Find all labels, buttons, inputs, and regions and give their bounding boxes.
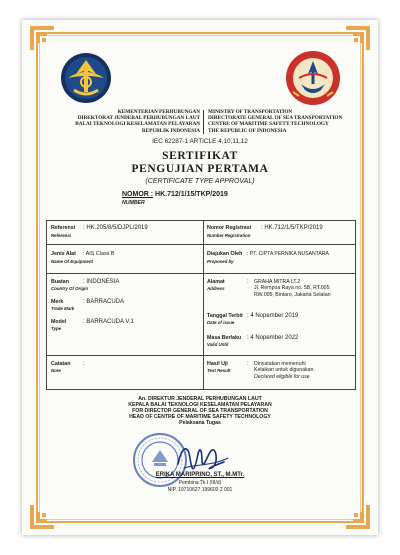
tanggal-terbit-label: Tanggal Terbit bbox=[207, 313, 243, 319]
diajukan-oleh-value: : PT. CIPTA PERNIKA NUSANTARA bbox=[247, 251, 329, 257]
signatory-title bbox=[22, 396, 378, 426]
model-value: : BARRACUDA V.1 bbox=[83, 319, 134, 325]
hasil-uji-colon: : bbox=[247, 361, 249, 367]
number-label: NOMOR : bbox=[122, 191, 154, 198]
table-column-divider bbox=[203, 221, 204, 389]
buatan-value: : INDONESIA bbox=[83, 279, 120, 285]
diajukan-oleh-label-en: Proposed by bbox=[207, 259, 234, 264]
diajukan-oleh-label: Diajukan Oleh bbox=[207, 251, 243, 257]
nomor-registrasi-label-en: Number Registration bbox=[207, 233, 251, 238]
number-value: HK.712/1/15/TKP/2019 bbox=[153, 191, 228, 198]
nomor-registrasi-label: Nomor Registrasi bbox=[207, 225, 252, 231]
model-label: Model bbox=[51, 319, 67, 325]
signatory-rank: Pembina Tk.I (III/d) bbox=[178, 480, 222, 486]
signatory-name bbox=[22, 472, 378, 478]
merk-value: : BARRACUDA bbox=[83, 299, 125, 305]
catatan-label: Catatan bbox=[51, 361, 71, 367]
header-line: DIRECTORATE GENERAL OF SEA TRANSPORTATION bbox=[208, 115, 343, 122]
standard-reference: IEC 62287-1 ARTICLE 4,10,11,12 bbox=[152, 138, 248, 145]
certificate-title-sub: PENGUJIAN PERTAMA bbox=[131, 163, 269, 175]
hasil-uji-line: Kelaikan untuk digunakan. bbox=[254, 367, 315, 374]
signatory-line: Pelaksana Tugas bbox=[179, 420, 221, 426]
masa-berlaku-value: : 4 Nopember 2022 bbox=[247, 335, 299, 341]
model-label-en: Type bbox=[51, 326, 62, 331]
hasil-uji-label: Hasil Uji bbox=[207, 361, 228, 367]
signatory-name-text: ERIKA MARIPRINO, ST., M.MTr. bbox=[155, 472, 245, 478]
hasil-uji-line: Declared eligible for use bbox=[254, 373, 310, 380]
jenis-alat-value: : AIS Class B bbox=[83, 251, 115, 257]
jenis-alat-label: Jenis Alat bbox=[51, 251, 76, 257]
referensi-label: Referensi bbox=[51, 225, 76, 231]
header-english bbox=[208, 109, 358, 134]
alamat-value bbox=[254, 279, 331, 298]
alamat-label-en: Address bbox=[207, 286, 225, 291]
ministry-logo-icon bbox=[60, 52, 112, 104]
maritime-safety-logo-icon bbox=[285, 50, 341, 106]
tanggal-terbit-value: : 4 Nopember 2019 bbox=[247, 313, 299, 319]
alamat-line: Jl. Rempoa Raya no. 5B, RT.005 bbox=[254, 285, 330, 292]
corner-ornament-icon bbox=[342, 501, 372, 531]
certificate-title-english: (CERTIFICATE TYPE APPROVAL) bbox=[145, 178, 255, 185]
corner-ornament-icon bbox=[342, 24, 372, 54]
table-divider bbox=[47, 355, 355, 356]
hasil-uji-line: Dinyatakan memenuhi bbox=[254, 361, 306, 367]
signatory-line: An. DIREKTUR JENDERAL PERHUBUNGAN LAUT bbox=[138, 396, 262, 402]
tanggal-terbit-label-en: Date of issue bbox=[207, 320, 235, 325]
table-divider bbox=[47, 273, 355, 274]
referensi-label-en: Referensi bbox=[51, 233, 72, 238]
masa-berlaku-label: Masa Berlaku bbox=[207, 335, 242, 341]
header-line: KEMENTERIAN PERHUBUNGAN bbox=[117, 109, 200, 115]
table-divider bbox=[47, 244, 355, 245]
header-line: REPUBLIK INDONESIA bbox=[141, 127, 200, 134]
nomor-registrasi-value: : HK.712/1/5/TKP/2019 bbox=[261, 225, 323, 231]
signatory-nip: NIP. 19710627 199603 2 001 bbox=[167, 487, 233, 493]
alamat-label: Alamat bbox=[207, 279, 225, 285]
hasil-uji-value bbox=[254, 361, 315, 380]
merk-label: Merk bbox=[51, 299, 64, 305]
buatan-label: Buatan bbox=[51, 279, 69, 285]
signatory-line: FOR DIRECTOR GENERAL OF SEA TRANSPORTATION bbox=[132, 408, 268, 414]
header-line: DIREKTORAT JENDERAL PERHUBUNGAN LAUT bbox=[77, 115, 200, 122]
catatan-value: : bbox=[83, 361, 85, 367]
jenis-alat-label-en: Name Of Equipment bbox=[51, 259, 93, 264]
alamat-line: GRAHA MITRA LT.2 bbox=[254, 279, 301, 285]
corner-ornament-icon bbox=[28, 501, 58, 531]
alamat-colon: : bbox=[247, 279, 249, 285]
merk-label-en: Trade Mark bbox=[51, 306, 75, 311]
header-line: MINISTRY OF TRANSPORTATION bbox=[208, 109, 293, 115]
header-divider bbox=[203, 110, 204, 134]
certificate-title: SERTIFIKAT bbox=[162, 150, 238, 162]
header-indonesian bbox=[58, 109, 200, 134]
catatan-label-en: Note bbox=[51, 368, 61, 373]
handwritten-signature-icon bbox=[172, 440, 232, 476]
signatory-line: KEPALA BALAI TEKNOLOGI KESELAMATAN PELAYARAN bbox=[128, 402, 272, 408]
alamat-line: RW.005, Bintaro, Jakarta Selatan bbox=[254, 291, 331, 298]
certificate-page bbox=[22, 20, 378, 535]
certificate-number bbox=[122, 191, 228, 198]
referensi-value: : HK.205/8/5/DJPL/2019 bbox=[83, 225, 148, 231]
hasil-uji-label-en: Test Result bbox=[207, 368, 231, 373]
header-line: BALAI TEKNOLOGI KESELAMATAN PELAYARAN bbox=[75, 121, 200, 128]
masa-berlaku-label-en: Valid Until bbox=[207, 342, 229, 347]
corner-ornament-icon bbox=[28, 24, 58, 54]
certificate-details-table bbox=[46, 220, 356, 390]
signatory-line: HEAD OF CENTRE OF MARITIME SAFETY TECHNOLOGY bbox=[129, 414, 271, 420]
number-label-english: NUMBER bbox=[122, 200, 145, 206]
header-line: CENTRE OF MARITIME SAFETY TECHNOLOGY bbox=[208, 121, 329, 128]
buatan-label-en: Country Of Origin bbox=[51, 286, 89, 291]
header-line: THE REPUBLIC OF INDONESIA bbox=[208, 127, 287, 134]
